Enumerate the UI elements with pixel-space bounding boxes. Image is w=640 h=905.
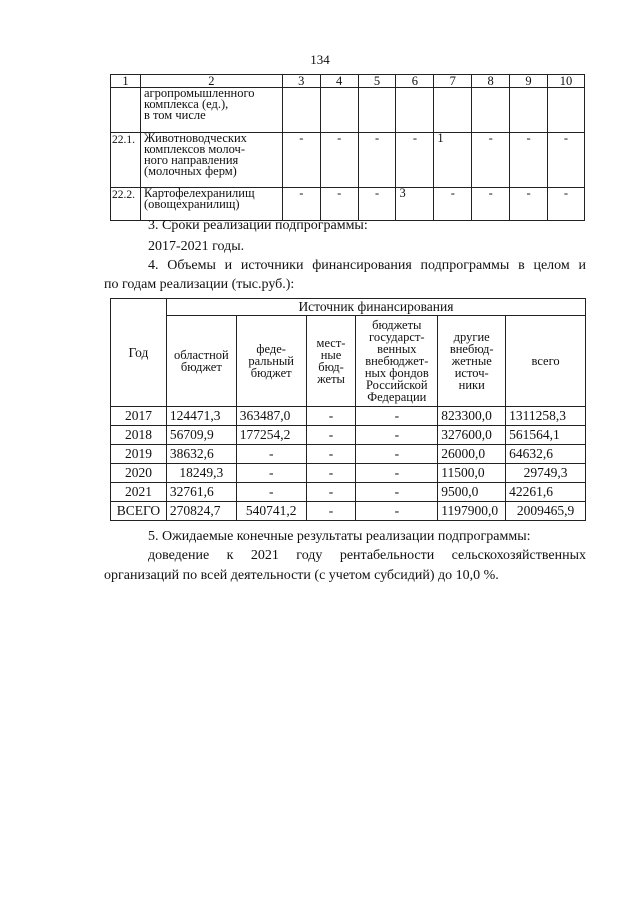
section-3-heading: 3. Сроки реализации подпрограммы: [148, 218, 368, 233]
value-cell [396, 88, 434, 133]
value-cell: - [236, 464, 306, 483]
value-cell: - [396, 133, 434, 188]
row-name-line: в том числе [143, 108, 206, 122]
row-name-line: Животноводческих [143, 131, 247, 145]
row-number: 22.2. [111, 188, 141, 221]
row-name [140, 188, 282, 221]
value-cell: 540741,2 [236, 502, 306, 521]
row-number [111, 88, 141, 133]
table1-header-cell: 8 [472, 75, 510, 88]
value-cell: 327600,0 [438, 426, 506, 445]
value-cell: - [356, 445, 438, 464]
value-cell: 2009465,9 [506, 502, 586, 521]
value-cell: - [356, 502, 438, 521]
value-cell: 26000,0 [438, 445, 506, 464]
row-name-line: комплексов молоч- [143, 142, 246, 156]
value-cell: - [306, 426, 356, 445]
row-name-line: Картофелехранилищ [143, 186, 255, 200]
value-cell: 38632,6 [166, 445, 236, 464]
value-cell [434, 88, 472, 133]
value-cell [320, 88, 358, 133]
year-cell: 2018 [111, 426, 167, 445]
row-number: 22.1. [111, 133, 141, 188]
value-cell: 3 [396, 188, 434, 221]
value-cell: 823300,0 [438, 407, 506, 426]
value-cell: 363487,0 [236, 407, 306, 426]
section-3-value: 2017-2021 годы. [148, 239, 245, 254]
value-cell: 32761,6 [166, 483, 236, 502]
table1-header-cell: 4 [320, 75, 358, 88]
value-cell: 9500,0 [438, 483, 506, 502]
column-header-regional: областной бюджет [166, 316, 236, 407]
value-cell: - [282, 133, 320, 188]
table-row [111, 133, 585, 188]
year-cell: 2020 [111, 464, 167, 483]
table-row [111, 407, 586, 426]
source-header: Источник финансирования [166, 299, 585, 316]
row-name-line: агропромышленного [143, 86, 255, 100]
year-cell: 2021 [111, 483, 167, 502]
value-cell: 42261,6 [506, 483, 586, 502]
value-cell: 18249,3 [166, 464, 236, 483]
value-cell: - [236, 445, 306, 464]
value-cell: 124471,3 [166, 407, 236, 426]
table-row [111, 445, 586, 464]
section-5-text-continued: организаций по всей деятельности (с учетом субсидий) до 10,0 %. [104, 568, 499, 583]
value-cell: - [306, 464, 356, 483]
value-cell: - [306, 445, 356, 464]
value-cell: 177254,2 [236, 426, 306, 445]
column-header-total: всего [506, 316, 586, 407]
value-cell [472, 88, 510, 133]
value-cell [547, 88, 584, 133]
column-header-federal: феде- ральный бюджет [236, 316, 306, 407]
row-name-line: комплекса (ед.), [143, 97, 229, 111]
table-row [111, 188, 585, 221]
value-cell: - [236, 483, 306, 502]
value-cell: - [472, 188, 510, 221]
value-cell: - [356, 483, 438, 502]
financing-table [110, 298, 586, 521]
page-number: 134 [310, 52, 330, 67]
value-cell: - [356, 464, 438, 483]
value-cell: 1 [434, 133, 472, 188]
table-row [111, 483, 586, 502]
value-cell: 29749,3 [506, 464, 586, 483]
section-4-heading: 4. Объемы и источники финансирования подпрограммы в целом и [148, 258, 586, 273]
indicators-table [110, 74, 585, 221]
table1-header-cell: 1 [111, 75, 141, 88]
table1-header-cell: 10 [547, 75, 584, 88]
table1-header-cell: 3 [282, 75, 320, 88]
value-cell: - [547, 133, 584, 188]
value-cell: - [320, 188, 358, 221]
financing-header-row [111, 299, 586, 316]
value-cell [282, 88, 320, 133]
table-row [111, 88, 585, 133]
value-cell: 270824,7 [166, 502, 236, 521]
value-cell: - [472, 133, 510, 188]
value-cell: - [547, 188, 584, 221]
value-cell: 11500,0 [438, 464, 506, 483]
table-row [111, 464, 586, 483]
financing-columns-row [111, 316, 586, 407]
row-name-line: (молочных ферм) [143, 164, 237, 178]
value-cell: - [358, 188, 396, 221]
section-4-heading-continued: по годам реализации (тыс.руб.): [104, 277, 295, 292]
table1-header-cell: 9 [510, 75, 548, 88]
section-5-heading: 5. Ожидаемые конечные результаты реализации подпрограммы: [148, 529, 531, 544]
year-header: Год [111, 299, 167, 407]
value-cell: - [320, 133, 358, 188]
value-cell: - [358, 133, 396, 188]
value-cell [358, 88, 396, 133]
value-cell: - [306, 502, 356, 521]
value-cell: - [282, 188, 320, 221]
value-cell: 1197900,0 [438, 502, 506, 521]
value-cell: - [356, 426, 438, 445]
column-header-state-funds: бюджеты государст- венных внебюджет- ных фондов Российской Федерации [356, 316, 438, 407]
value-cell: 561564,1 [506, 426, 586, 445]
value-cell: - [306, 483, 356, 502]
column-header-other: другие внебюд- жетные источ- ники [438, 316, 506, 407]
value-cell: 1311258,3 [506, 407, 586, 426]
year-cell: 2019 [111, 445, 167, 464]
value-cell: - [306, 407, 356, 426]
row-name-line: ного направления [143, 153, 239, 167]
value-cell: - [510, 188, 548, 221]
table1-header-cell: 5 [358, 75, 396, 88]
value-cell [510, 88, 548, 133]
value-cell: 56709,9 [166, 426, 236, 445]
total-label: ВСЕГО [111, 502, 167, 521]
year-cell: 2017 [111, 407, 167, 426]
column-header-local: мест- ные бюд- жеты [306, 316, 356, 407]
row-name [140, 133, 282, 188]
value-cell: - [356, 407, 438, 426]
table1-header-cell: 2 [140, 75, 282, 88]
table-row [111, 426, 586, 445]
table1-header-cell: 6 [396, 75, 434, 88]
value-cell: - [434, 188, 472, 221]
section-5-text: доведение к 2021 году рентабельности сельскохозяйственных [148, 548, 586, 563]
row-name [140, 88, 282, 133]
table-row [111, 502, 586, 521]
value-cell: 64632,6 [506, 445, 586, 464]
row-name-line: (овощехранилищ) [143, 197, 240, 211]
table1-header-cell: 7 [434, 75, 472, 88]
value-cell: - [510, 133, 548, 188]
